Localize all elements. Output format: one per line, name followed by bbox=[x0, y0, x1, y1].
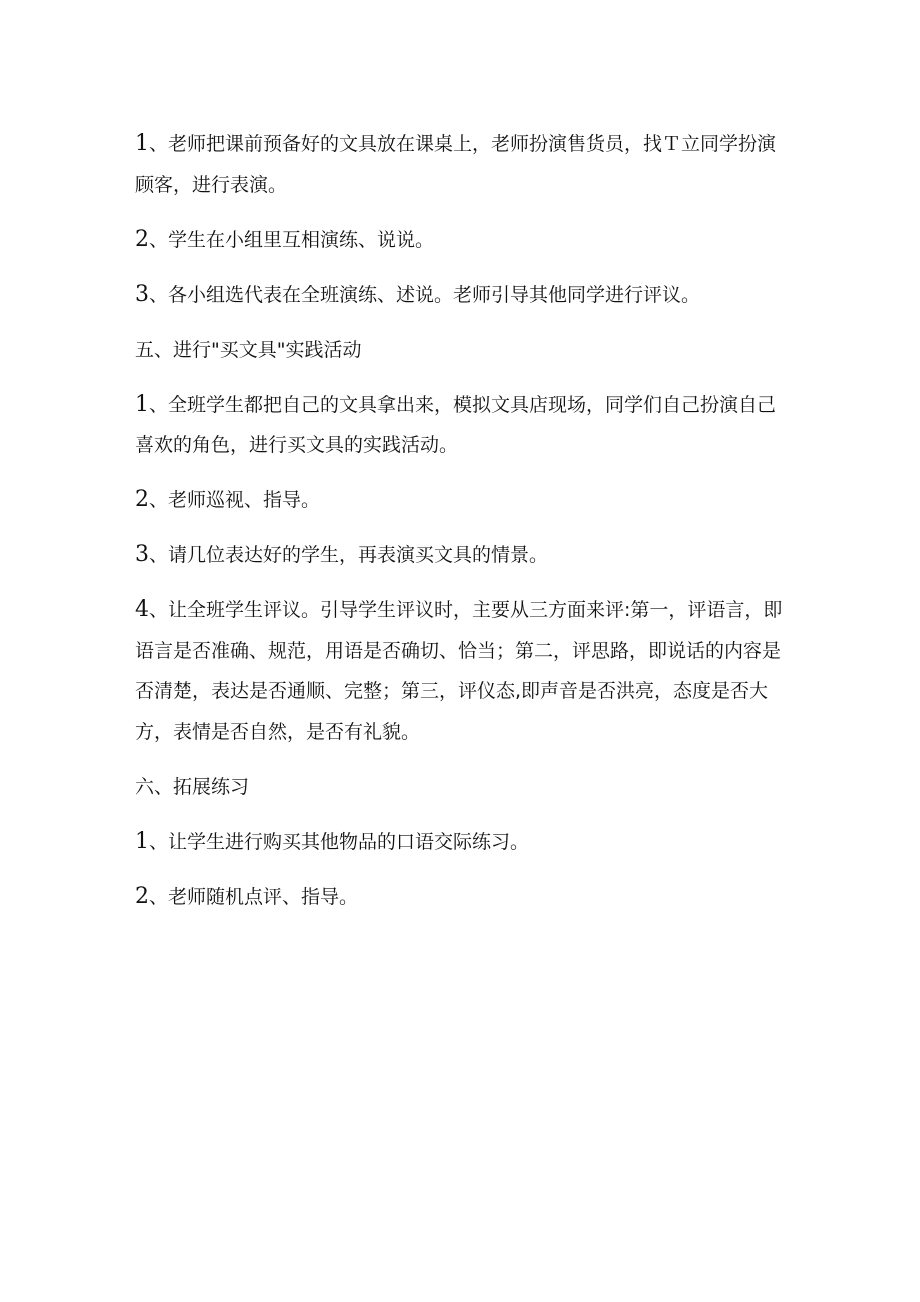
item-number: 2 bbox=[135, 487, 149, 512]
list-item bbox=[135, 590, 790, 752]
item-text: 、让学生进行购买其他物品的口语交际练习。 bbox=[149, 830, 530, 853]
item-text: 、老师巡视、指导。 bbox=[149, 489, 321, 511]
item-text: 、全班学生都把自己的文具拿出来，模拟文具店现场，同学们自己扮演自己喜欢的角色，进行买文具的实践活动。 bbox=[135, 393, 777, 456]
item-text: 、各小组选代表在全班演练、述说。老师引导其他同学进行评议。 bbox=[149, 283, 701, 306]
item-number: 1 bbox=[135, 828, 149, 854]
heading-text: 六、拓展练习 bbox=[135, 775, 250, 798]
list-item bbox=[135, 877, 790, 918]
item-number: 3 bbox=[135, 542, 149, 567]
item-number: 2 bbox=[135, 883, 149, 909]
heading-text: 五、进行"买文具"实践活动 bbox=[135, 338, 362, 361]
section-heading bbox=[135, 330, 790, 371]
item-text: 、让全班学生评议。引导学生评议时，主要从三方面来评:第一，评语言，即语言是否准确、规范，用语是否确切、恰当；第二，评思路，即说话的内容是否清楚，表达是否通顺、完整；第三，评仪态,即声音是否洪亮，态度是否大方，表情是否自然，是否有礼貌。 bbox=[135, 599, 783, 743]
item-text: 、老师把课前预备好的文具放在课桌上，老师扮演售货员，找Ｔ立同学扮演顾客，进行表演。 bbox=[135, 133, 777, 196]
item-number: 2 bbox=[135, 226, 149, 252]
list-item bbox=[135, 220, 790, 261]
item-text: 、学生在小组里互相演练、说说。 bbox=[149, 228, 435, 251]
item-text: 、老师随机点评、指导。 bbox=[149, 885, 359, 908]
item-number: 1 bbox=[135, 391, 149, 417]
item-number: 3 bbox=[135, 281, 149, 307]
item-number: 1 bbox=[135, 131, 149, 156]
list-item bbox=[135, 275, 790, 316]
list-item bbox=[135, 535, 790, 576]
list-item bbox=[135, 822, 790, 863]
list-item bbox=[135, 480, 790, 521]
item-number: 4 bbox=[135, 597, 149, 622]
list-item bbox=[135, 124, 790, 205]
item-text: 、请几位表达好的学生，再表演买文具的情景。 bbox=[149, 544, 549, 566]
document-body bbox=[135, 124, 790, 932]
list-item bbox=[135, 385, 790, 466]
section-heading bbox=[135, 767, 790, 808]
